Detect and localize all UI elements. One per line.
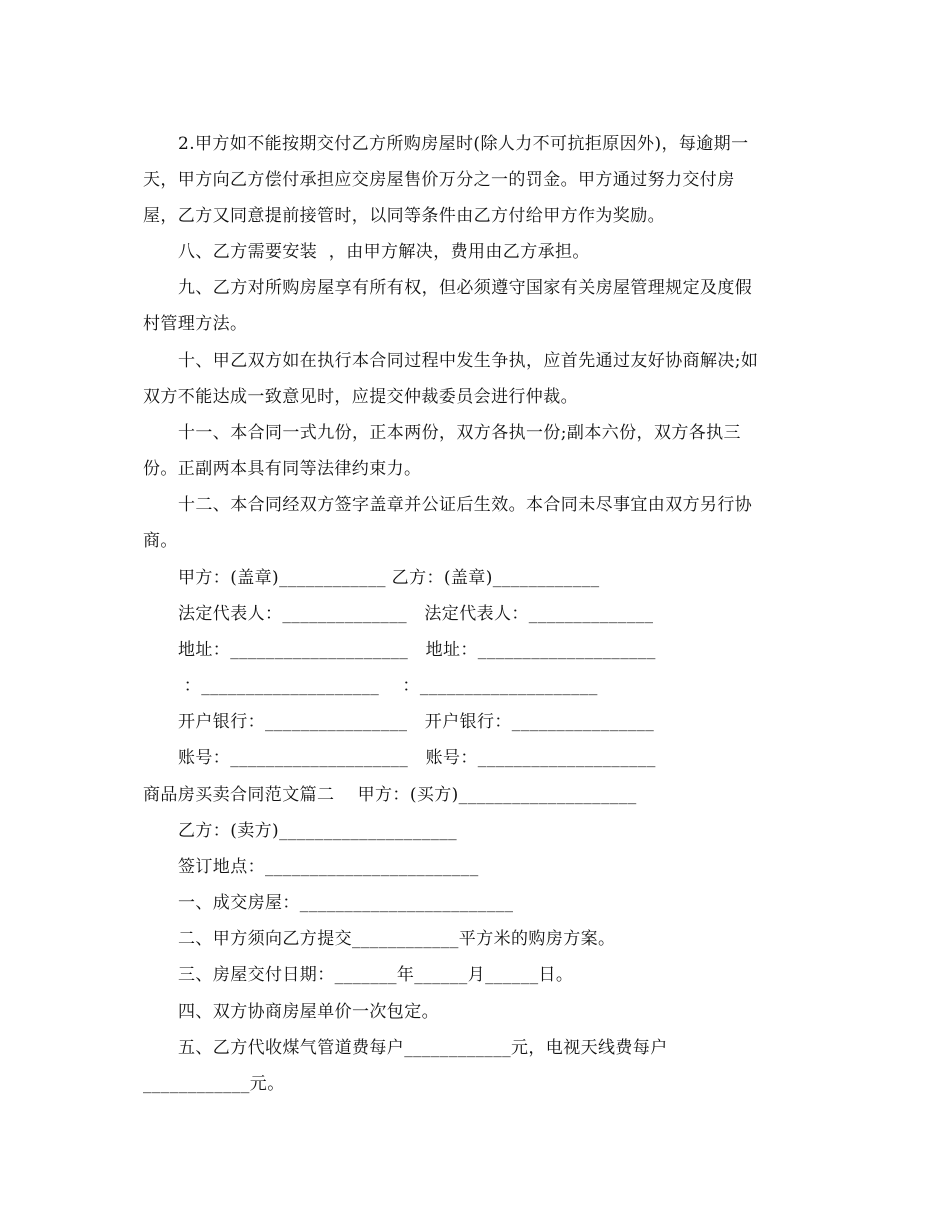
text-line: 五、乙方代收煤气管道费每户____________元，电视天线费每户 <box>178 1038 668 1058</box>
text-line: 天，甲方向乙方偿付承担应交房屋售价万分之一的罚金。甲方通过努力交付房 <box>143 170 735 190</box>
text-line: 双方不能达成一致意见时，应提交仲裁委员会进行仲裁。 <box>143 387 578 407</box>
text-line: 屋，乙方又同意提前接管时，以同等条件由乙方付给甲方作为奖励。 <box>143 206 665 226</box>
text-line: 一、成交房屋：________________________ <box>178 893 514 913</box>
text-line: 商。 <box>143 531 178 551</box>
signature-line: 地址：____________________ 地址：____________________ <box>178 640 656 660</box>
text-line: 份。正副两本具有同等法律约束力。 <box>143 459 422 479</box>
text-line: 八、乙方需要安装 ，由甲方解决，费用由乙方承担。 <box>178 242 590 262</box>
text-line: 三、房屋交付日期：_______年______月______日。 <box>178 965 574 985</box>
text-line: 村管理方法。 <box>143 314 248 334</box>
text-line: 2.甲方如不能按期交付乙方所购房屋时(除人力不可抗拒原因外)，每逾期一 <box>178 134 749 154</box>
section-heading: 商品房买卖合同范文篇二 甲方：(买方)____________________ <box>143 785 637 805</box>
text-line: 乙方：(卖方)____________________ <box>178 821 458 841</box>
signature-line: 账号：____________________ 账号：____________________ <box>178 748 656 768</box>
signature-line: 开户银行：________________ 开户银行：________________ <box>178 712 655 732</box>
text-line: 签订地点：________________________ <box>178 857 479 877</box>
text-line: 十二、本合同经双方签字盖章并公证后生效。本合同未尽事宜由双方另行协 <box>178 495 753 515</box>
text-line: 十、甲乙双方如在执行本合同过程中发生争执，应首先通过友好协商解决;如 <box>178 351 759 371</box>
text-line: ____________元。 <box>143 1074 285 1094</box>
text-line: 十一、本合同一式九份，正本两份，双方各执一份;副本六份，双方各执三 <box>178 423 741 443</box>
text-line: 二、甲方须向乙方提交____________平方米的购房方案。 <box>178 929 616 949</box>
signature-line: 甲方：(盖章)____________ 乙方：(盖章)____________ <box>178 568 600 588</box>
text-line: 四、双方协商房屋单价一次包定。 <box>178 1002 439 1022</box>
signature-line: 法定代表人：______________ 法定代表人：______________ <box>178 604 654 624</box>
text-line: 九、乙方对所购房屋享有所有权，但必须遵守国家有关房屋管理规定及度假 <box>178 278 753 298</box>
signature-line: ：____________________ ：____________________ <box>178 676 598 696</box>
